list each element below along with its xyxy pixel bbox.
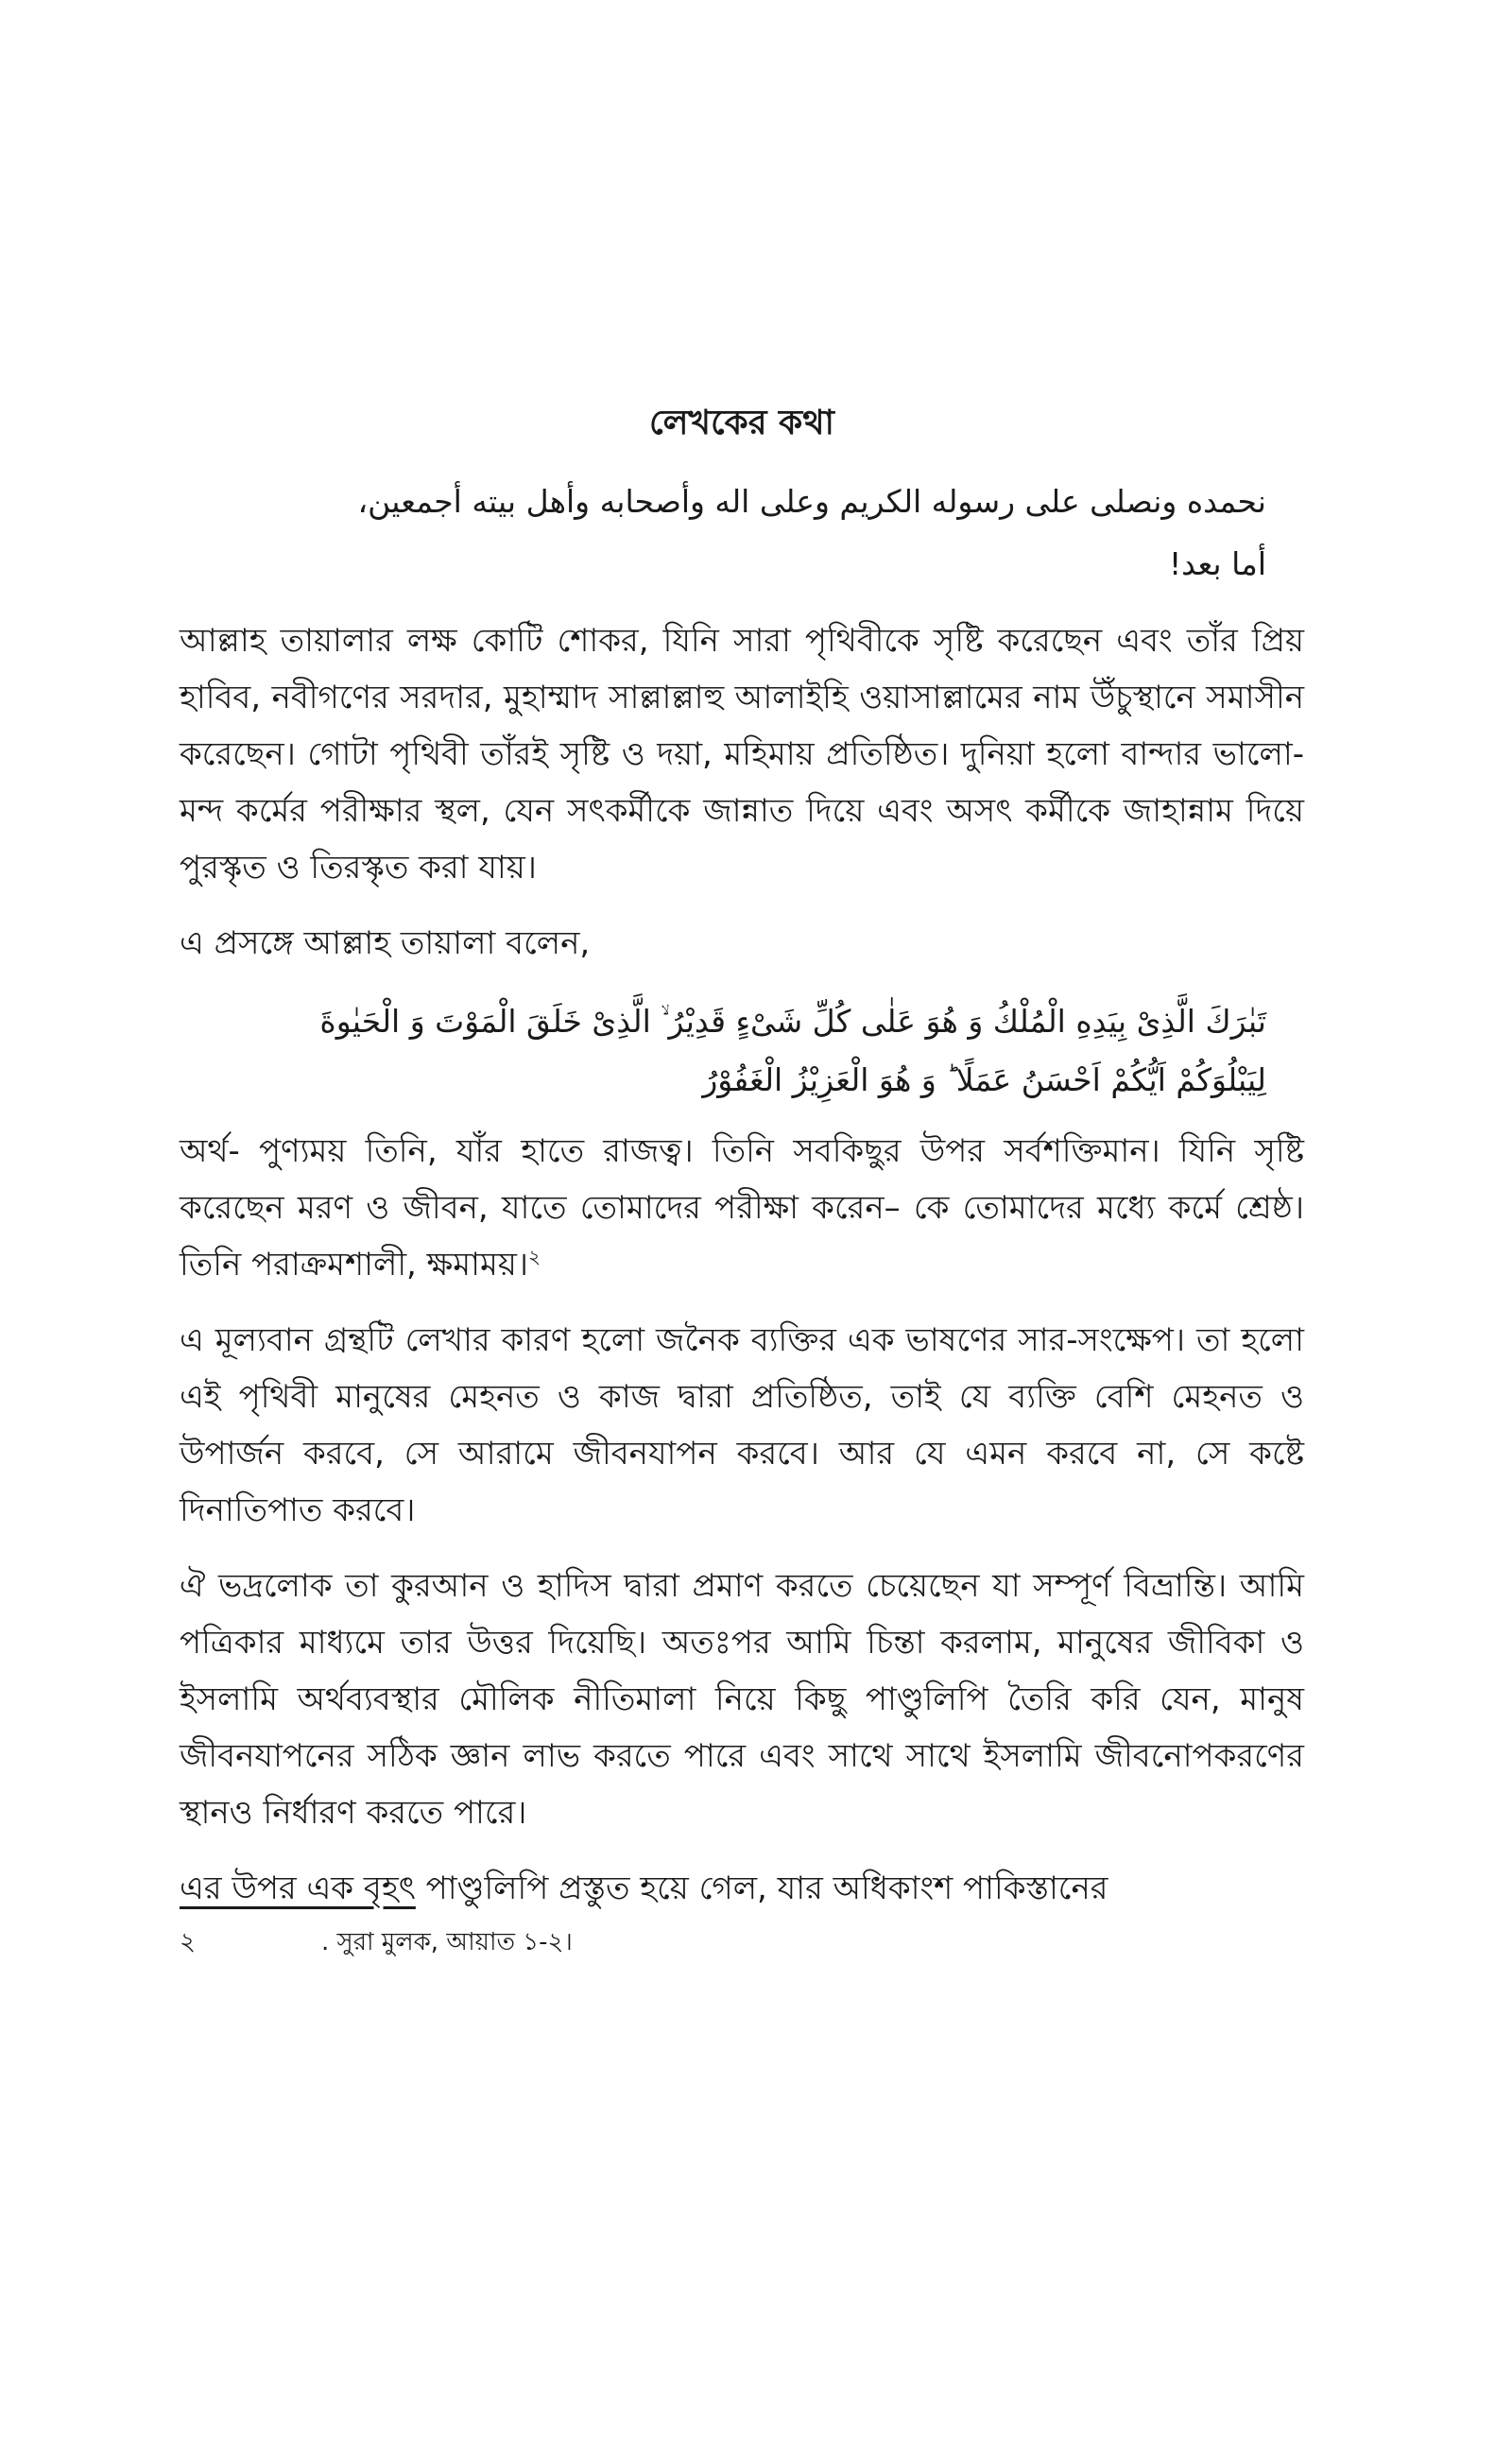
arabic-invocation-line-2: أما بعد!	[1168, 545, 1266, 582]
quran-verse	[217, 992, 1266, 1110]
arabic-invocation	[217, 471, 1266, 595]
paragraph-manuscript-result	[180, 1860, 1304, 1917]
page-title: লেখকের কথা	[649, 404, 834, 442]
footnote	[180, 1921, 1304, 1964]
footnote-text: . সুরা মুলক, আয়াত ১-২।	[321, 1928, 573, 1956]
underlined-phrase: এর উপর এক বৃহৎ	[180, 1870, 416, 1907]
paragraph-verse-intro: এ প্রসঙ্গে আল্লাহ তায়ালা বলেন,	[180, 924, 591, 962]
paragraph-book-reason: এ মূল্যবান গ্রন্থটি লেখার কারণ হলো জনৈক ব্যক্তির এক ভাষণের সার-সংক্ষেপ। তা হলো এই পৃথিবী মানুষের মেহনত ও কাজ দ্বারা প্রতিষ্ঠিত, তাই যে ব্যক্তি বেশি মেহনত ও উপার্জন করবে, সে আরামে জীবনযাপন করবে। আর যে এমন করবে না, সে কষ্টে দিনাতিপাত করবে।	[180, 1321, 1304, 1529]
quran-verse-line-1: تَبٰرَكَ الَّذِیْ بِیَدِهِ الْمُلْكُ وَ هُوَ عَلٰى كُلِّ شَیْءٍ قَدِیْرُ ۙ الَّذِیْ خَلَقَ الْمَوْتَ وَ الْحَیٰوةَ	[319, 1003, 1266, 1040]
manuscript-result-text: পাণ্ডুলিপি প্রস্তুত হয়ে গেল, যার অধিকাংশ পাকিস্তানের	[415, 1870, 1108, 1907]
paragraph-verse-meaning	[180, 1123, 1304, 1293]
arabic-invocation-line-1: نحمده ونصلى على رسوله الكريم وعلى اله وأصحابه وأهل بيته أجمعين،	[357, 483, 1266, 520]
footnote-reference: ২	[528, 1245, 541, 1268]
paragraph-praise: আল্লাহ তায়ালার লক্ষ কোটি শোকর, যিনি সারা পৃথিবীকে সৃষ্টি করেছেন এবং তাঁর প্রিয় হাবিব, নবীগণের সরদার, মুহাম্মাদ সাল্লাল্লাহু আলাইহি ওয়াসাল্লামের নাম উঁচুস্থানে সমাসীন করেছেন। গোটা পৃথিবী তাঁরই সৃষ্টি ও দয়া, মহিমায় প্রতিষ্ঠিত। দুনিয়া হলো বান্দার ভালো-মন্দ কর্মের পরীক্ষার স্থল, যেন সৎকর্মীকে জান্নাত দিয়ে এবং অসৎ কর্মীকে জাহান্নাম দিয়ে পুরস্কৃত ও তিরস্কৃত করা যায়।	[180, 622, 1304, 887]
quran-verse-line-2: لِیَبْلُوَكُمْ اَیُّكُمْ اَحْسَنُ عَمَلًا ؕ وَ هُوَ الْعَزِیْزُ الْغَفُوْرُ	[702, 1061, 1266, 1098]
verse-meaning-text: অর্থ- পুণ্যময় তিনি, যাঁর হাতে রাজত্ব। তিনি সবকিছুর উপর সর্বশক্তিমান। যিনি সৃষ্টি করেছেন মরণ ও জীবন, যাতে তোমাদের পরীক্ষা করেন– কে তোমাদের মধ্যে কর্মে শ্রেষ্ঠ। তিনি পরাক্রমশালী, ক্ষমাময়।	[180, 1132, 1304, 1284]
footnote-number: ২	[180, 1928, 196, 1956]
paragraph-manuscript-plan: ঐ ভদ্রলোক তা কুরআন ও হাদিস দ্বারা প্রমাণ করতে চেয়েছেন যা সম্পূর্ণ বিভ্রান্তি। আমি পত্রিকার মাধ্যমে তার উত্তর দিয়েছি। অতঃপর আমি চিন্তা করলাম, মানুষের জীবিকা ও ইসলামি অর্থব্যবস্থার মৌলিক নীতিমালা নিয়ে কিছু পাণ্ডুলিপি তৈরি করি যেন, মানুষ জীবনযাপনের সঠিক জ্ঞান লাভ করতে পারে এবং সাথে সাথে ইসলামি জীবনোপকরণের স্থানও নির্ধারণ করতে পারে।	[180, 1567, 1304, 1832]
document-page	[180, 397, 1304, 1964]
